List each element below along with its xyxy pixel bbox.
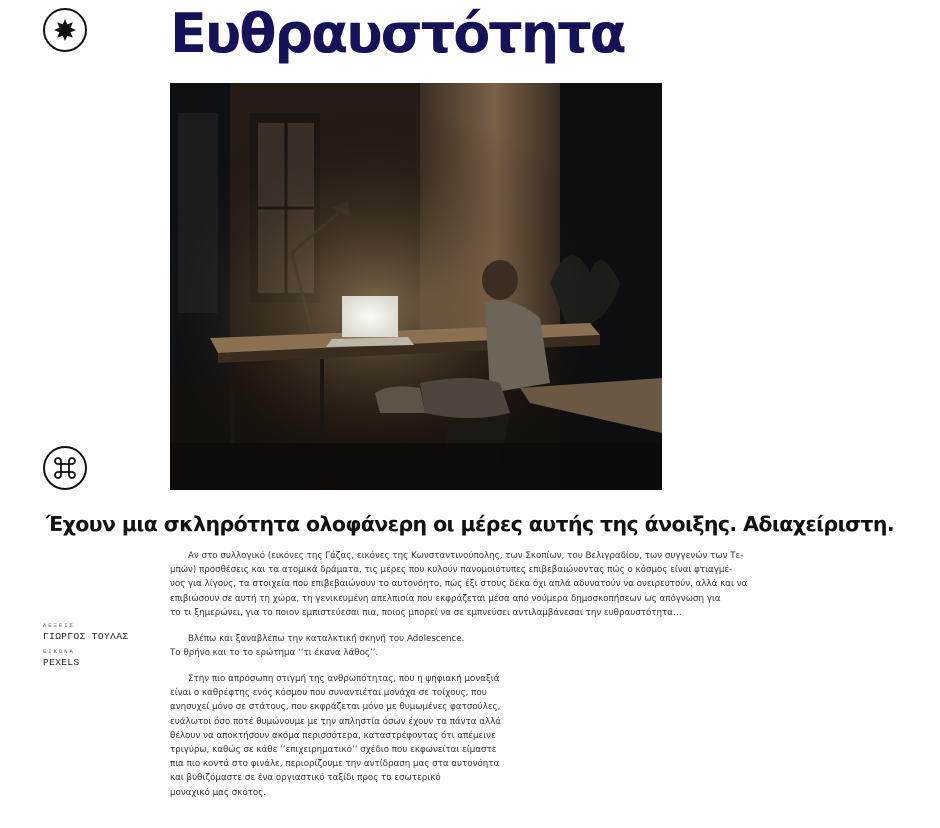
credit-label-words: ΛΕΞΕΙΣ xyxy=(43,622,75,629)
paragraph-3 xyxy=(170,672,501,800)
paragraph-line: το τι ξημερώνει, για το ποιον εμπιστεύεσαι πια, ποιος μπορεί να σε εμπνεύσει αντιλαμβάνεσαι την ευθραυστότητα… xyxy=(170,607,682,618)
paragraph-line: μπών) προσθέσεις και τα ατομικά δράματα, τις μέρες που κυλούν πανομοιότυπες επιβεβαιώνοντας πώς ο κόσμος είναι φτιαγμέ- xyxy=(170,565,733,576)
article-credits xyxy=(43,622,163,674)
paragraph-line: πια πιο κοντά στο φινάλε, περιορίζουμε την αντίδραση μας στα αυτονόητα xyxy=(170,759,500,770)
paragraph-line: ανησυχεί μόνο σε στάτους, που εκφράζεται μόνο με θυμωμένες φατσούλες, xyxy=(170,702,501,713)
paragraph-line: και βυθιζόμαστε σε ένα οργιαστικό ταξίδι προς το εσωτερικό xyxy=(170,773,441,784)
paragraph-line: είναι ο καθρέφτης ενός κόσμου που συναντιέται μονάχα σε τοίχους, που xyxy=(170,688,487,699)
credit-label-image: ΕΙΚΟΝΑ xyxy=(43,648,75,655)
command-key-icon xyxy=(43,446,87,490)
paragraph-line: Στην πιο απρόσωπη στιγμή της ανθρωπότητας, που η ψηφιακή μοναξιά xyxy=(188,674,500,684)
paragraph-line: Το θρήνο και το το ερώτημα ‘’τι έκανα λάθος’’. xyxy=(170,648,379,659)
paragraph-line: μοναχικό μας σκότος. xyxy=(170,787,267,798)
article-title: Ευθραυστότητα xyxy=(170,2,625,65)
paragraph-line: νος για λίγους, τα στοιχεία που επιβεβαιώνουν το αυτονόητο, πώς έξι στους δέκα όχι απλά αδυνατούν να ονειρευτούν, αλλά και να xyxy=(170,579,748,590)
paragraph-line: επιβιώσουν σε αυτή τη χώρα, τη γενικευμένη απελπισία που εκφράζεται μέσα από νούμερα δημοσκοπήσεων ως απόγνωση για xyxy=(170,593,721,604)
paragraph-line: θέλουν να αποκτήσουν ακόμα περισσότερα, καταστρέφοντας ότι απέμεινε xyxy=(170,730,496,741)
hero-photo xyxy=(170,83,662,490)
paragraph-line: Βλέπω και ξαναβλέπω την καταλκτική σκηνή του Adolescence. xyxy=(188,634,465,644)
paragraph-line: Αν στο συλλογικό (εικόνες της Γάζας, εικόνες της Κωνσταντινούπολης, των Σκοπίων, του Βελιγραδίου, των συγγενών των Τε- xyxy=(188,551,744,561)
credit-image-source: PEXELS xyxy=(43,657,80,668)
paragraph-2 xyxy=(170,632,464,660)
credit-author: ΓΙΩΡΓΟΣ ΤΟΥΛΑΣ xyxy=(43,631,129,642)
paragraph-line: ευάλωτοι όσο ποτέ θυμώνουμε με την απληστία όσων έχουν τα πάντα αλλά xyxy=(170,716,502,727)
article-lead: Έχουν μια σκληρότητα ολοφάνερη οι μέρες αυτής της άνοιξης. Αδιαχείριστη. xyxy=(45,512,895,536)
paragraph-1 xyxy=(170,549,747,620)
paragraph-line: τριγύρω, καθώς σε κάθε ‘’επιχειρηματικό’’ σχέδιο που εκφωνείται είμαστε xyxy=(170,744,497,755)
star-icon xyxy=(43,8,87,52)
